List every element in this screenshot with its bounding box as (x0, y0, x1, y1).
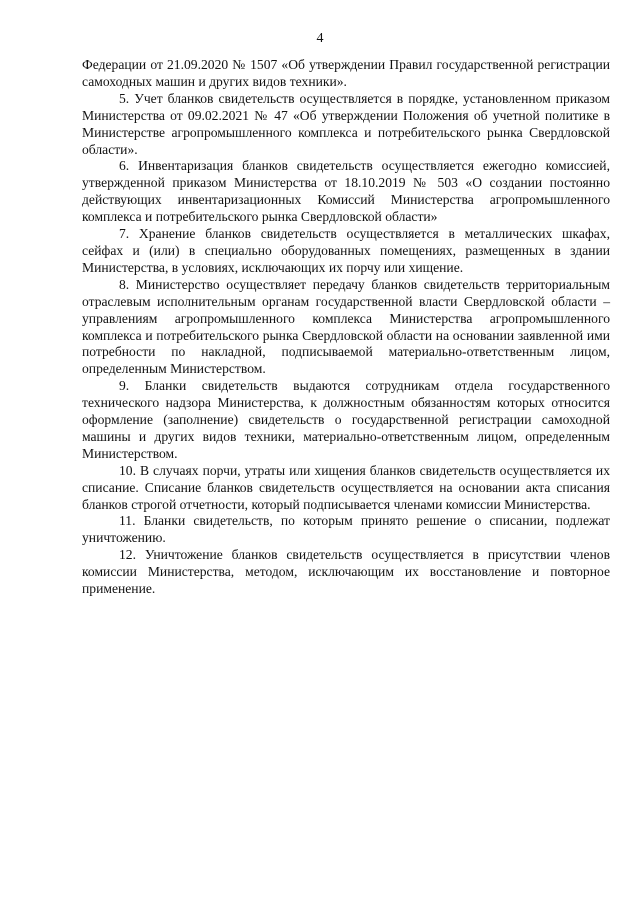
paragraph-12: 12. Уничтожение бланков свидетельств осуществляется в присутствии членов комиссии Министерства, методом, исключающим их восстановление и повторное применение. (82, 547, 610, 597)
page-number: 4 (316, 31, 324, 46)
paragraph-6: 6. Инвентаризация бланков свидетельств осуществляется ежегодно комиссией, утвержденной приказом Министерства от 18.10.2019 № 503 «О создании постоянно действующих инвентаризационных Комиссий Министерства агропромышленного комплекса и потребительского рынка Свердловской области» (82, 158, 610, 225)
document-body (82, 57, 610, 598)
paragraph-10: 10. В случаях порчи, утраты или хищения бланков свидетельств осуществляется их списание. Списание бланков свидетельств осуществляется на основании акта списания бланков строгой отчетности, который подписывается членами комиссии Министерства. (82, 462, 610, 512)
paragraph-8: 8. Министерство осуществляет передачу бланков свидетельств территориальным отраслевым исполнительным органам государственной власти Свердловской области – управлениям агропромышленного комплекса Министерства агропромышленного комплекса и потребительского рынка Свердловской области на основании заявленной ими потребности по накладной, подписываемой материально-ответственным лицом, определенным Министерством. (82, 276, 610, 377)
paragraph-continuation: Федерации от 21.09.2020 № 1507 «Об утверждении Правил государственной регистрации самоходных машин и других видов техники». (82, 57, 610, 89)
paragraph-11: 11. Бланки свидетельств, по которым принято решение о списании, подлежат уничтожению. (82, 513, 610, 546)
paragraph-9: 9. Бланки свидетельств выдаются сотрудникам отдела государственного технического надзора Министерства, к должностным обязанностям которых относится оформление (заполнение) свидетельств о государственной регистрации самоходной машины и других видов техники, материально-ответственным лицом, определенным Министерством. (82, 378, 610, 461)
paragraph-5: 5. Учет бланков свидетельств осуществляется в порядке, установленном приказом Министерства от 09.02.2021 № 47 «Об утверждении Положения об учетной политике в Министерстве агропромышленного комплекса и потребительского рынка Свердловской области». (82, 90, 610, 157)
paragraph-7: 7. Хранение бланков свидетельств осуществляется в металлических шкафах, сейфах и (или) в специально оборудованных помещениях, размещенных в здании Министерства, в условиях, исключающих их порчу или хищение. (82, 226, 610, 275)
